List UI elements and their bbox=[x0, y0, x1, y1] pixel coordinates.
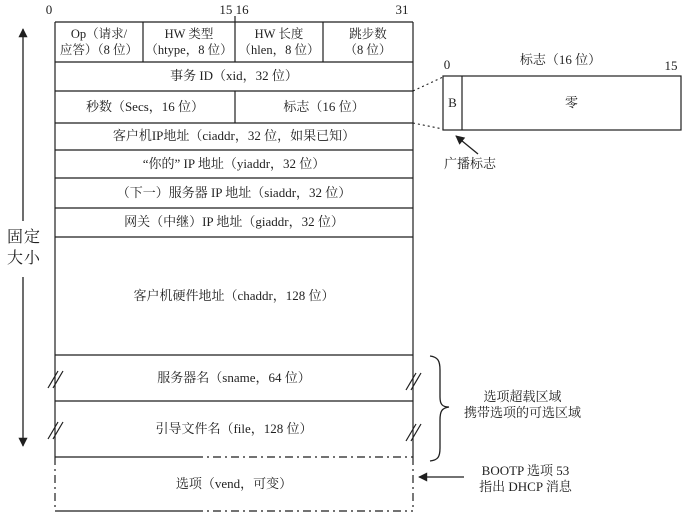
flag-detail-title: 标志（16 位） bbox=[519, 52, 602, 67]
field-htype-line2: （htype，8 位） bbox=[145, 43, 233, 57]
overload-note-line2: 携带选项的可选区域 bbox=[463, 405, 581, 420]
bootp-note-line2: 指出 DHCP 消息 bbox=[479, 479, 572, 494]
field-op bbox=[56, 22, 142, 62]
field-hlen-line2: （hlen，8 位） bbox=[238, 43, 320, 57]
field-htype-line1: HW 类型 bbox=[164, 27, 214, 41]
field-hops bbox=[324, 22, 412, 62]
fixed-size-label-line2: 大小 bbox=[6, 250, 41, 267]
bit-axis-15-16: 15 16 bbox=[219, 2, 249, 17]
broadcast-flag-label: 广播标志 bbox=[444, 156, 497, 171]
field-file: 引导文件名（file，128 位） bbox=[155, 420, 313, 436]
field-op-line2: 应答）（8 位） bbox=[59, 43, 139, 57]
field-hops-line1: 跳步数 bbox=[349, 27, 387, 41]
fixed-size-label bbox=[2, 227, 46, 269]
flag-zero-field: 零 bbox=[564, 94, 578, 110]
field-ciaddr: 客户机IP地址（ciaddr，32 位，如果已知） bbox=[112, 128, 356, 144]
field-chaddr: 客户机硬件地址（chaddr，128 位） bbox=[133, 287, 335, 303]
field-hlen-line1: HW 长度 bbox=[254, 27, 304, 41]
bit-axis-31: 31 bbox=[395, 2, 409, 17]
flag-b-field: B bbox=[448, 94, 457, 110]
field-secs: 秒数（Secs，16 位） bbox=[85, 98, 205, 114]
field-op-line1: Op（请求/ bbox=[70, 27, 128, 41]
field-hlen bbox=[236, 22, 322, 62]
flag-bit-0: 0 bbox=[443, 57, 451, 72]
field-options: 选项（vend，可变） bbox=[175, 475, 293, 491]
overload-note-line1: 选项超载区域 bbox=[483, 389, 562, 404]
field-xid: 事务 ID（xid，32 位） bbox=[170, 68, 298, 84]
broadcast-flag-arrow bbox=[456, 136, 478, 154]
fixed-size-label-line1: 固定 bbox=[6, 229, 41, 246]
field-yiaddr: “你的” IP 地址（yiaddr，32 位） bbox=[142, 155, 326, 171]
field-giaddr: 网关（中继）IP 地址（giaddr，32 位） bbox=[124, 214, 344, 230]
field-siaddr: （下一）服务器 IP 地址（siaddr，32 位） bbox=[116, 184, 352, 200]
flag-bit-15: 15 bbox=[664, 58, 678, 73]
field-sname: 服务器名（sname，64 位） bbox=[157, 369, 311, 385]
field-flags: 标志（16 位） bbox=[283, 98, 365, 114]
field-hops-line2: （8 位） bbox=[344, 43, 392, 57]
bootp-note-line1: BOOTP 选项 53 bbox=[481, 463, 570, 478]
field-htype bbox=[144, 22, 234, 62]
bit-axis-0: 0 bbox=[45, 2, 53, 17]
